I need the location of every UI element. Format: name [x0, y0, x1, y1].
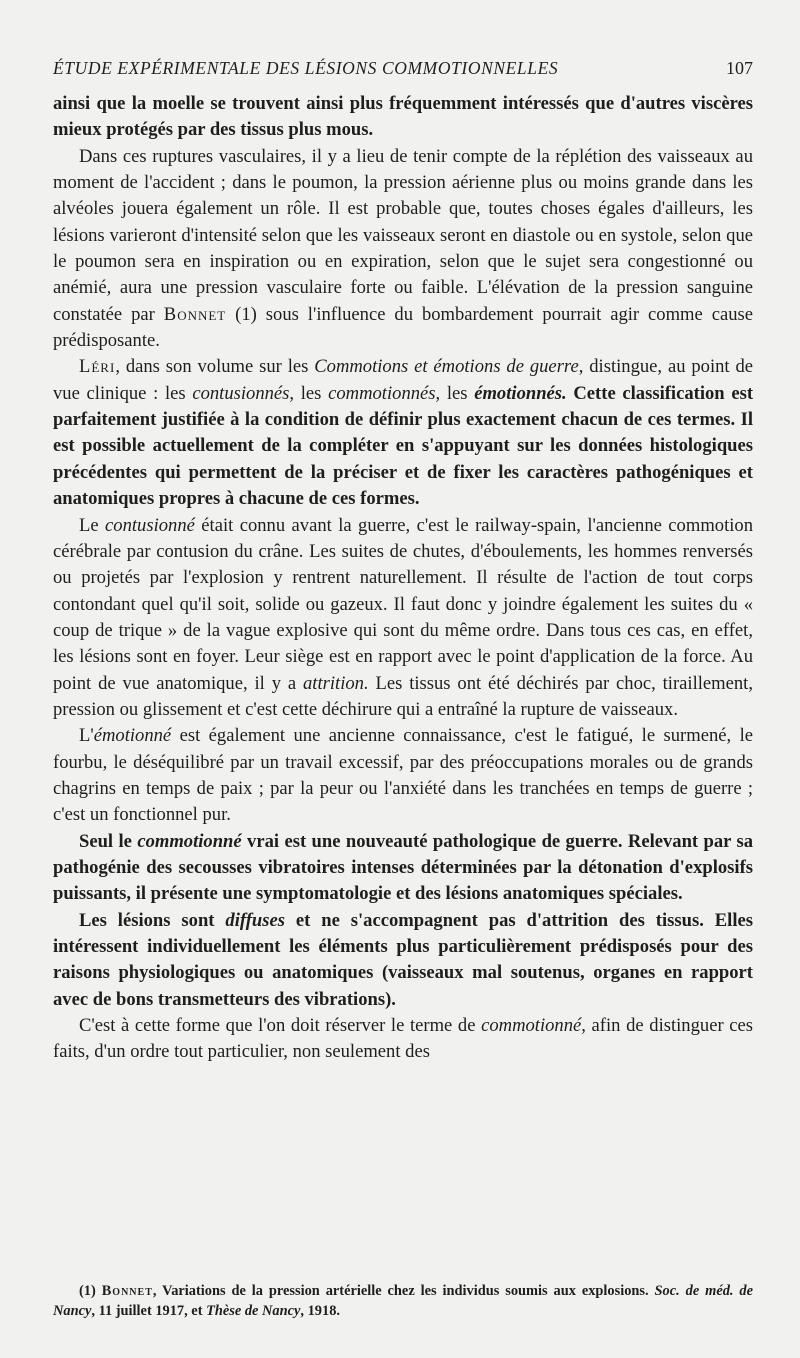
body-text [53, 91, 753, 1066]
footnote-1: (1) Bonnet, Variations de la pression artérielle chez les individus soumis aux explosions. Soc. de méd. de Nancy, 11 juillet 1917, et Thèse de Nancy, 1918. [53, 1283, 753, 1319]
paragraph-3: Léri, dans son volume sur les Commotions et émotions de guerre, distingue, au point de vue clinique : les contusionnés, les commotionnés, les émotionnés. Cette classification est parfaitement justifiée à la condition de définir plus exactement chacun de ces termes. Il est possible actuellement de la compléter en s'appuyant sur les données histologiques précédentes qui permettent de la préciser et de fixer les caractères pathogéniques et anatomiques propres à chacune de ces formes. [53, 356, 754, 510]
page-number: 107 [726, 58, 753, 78]
book-page [53, 58, 753, 1066]
running-title: ÉTUDE EXPÉRIMENTALE DES LÉSIONS COMMOTIONNELLES [53, 58, 559, 78]
paragraph-6: Seul le commotionné vrai est une nouveauté pathologique de guerre. Relevant par sa pathogénie des secousses vibratoires intenses déterminées par la détonation d'explosifs puissants, il présente une symptomatologie et des lésions anatomiques spéciales. [53, 830, 753, 905]
paragraph-7: Les lésions sont diffuses et ne s'accompagnent pas d'attrition des tissus. Elles intéressent individuellement les éléments plus particulièrement prédisposés pour des raisons physiologiques ou anatomiques (vaisseaux mal soutenus, organes en rapport avec de bons transmetteurs des vibrations). [53, 909, 753, 1010]
paragraph-5: L'émotionné est également une ancienne connaissance, c'est le fatigué, le surmené, le fourbu, le déséquilibré par un travail excessif, par des préoccupations morales ou de grands chagrins en temps de paix ; par la peur ou l'anxiété dans les tranchées en temps de guerre ; c'est un fonctionnel pur. [53, 725, 753, 826]
author-reference: Léri [79, 356, 116, 378]
footnotes [53, 1281, 753, 1321]
paragraph-1: ainsi que la moelle se trouvent ainsi plus fréquemment intéressés que d'autres viscères mieux protégés par des tissus plus mous. [53, 93, 753, 141]
running-header [53, 58, 753, 79]
paragraph-8: C'est à cette forme que l'on doit réserver le terme de commotionné, afin de distinguer ces faits, d'un ordre tout particulier, non seulement des [53, 1015, 754, 1063]
author-reference: Bonnet [163, 303, 227, 325]
book-title: Commotions et émotions de guerre [314, 356, 579, 378]
paragraph-4: Le contusionné était connu avant la guerre, c'est le railway-spain, l'ancienne commotion cérébrale par contusion du crâne. Les suites de chutes, d'éboulements, les hommes renversés ou projetés par l'explosion y rentrent naturellement. Il résulte de l'action de tout corps contondant quel qu'il soit, solide ou gazeux. Il faut donc y joindre également les suites du « coup de trique » de la vague explosive qui sont du même ordre. Dans tous ces cas, en effet, les lésions sont en foyer. Leur siège est en rapport avec le point d'application de la force. Au point de vue anatomique, il y a attrition. Les tissus ont été déchirés par choc, tiraillement, pression ou glissement et c'est cette déchirure qui a entraîné la rupture de vaisseaux. [53, 514, 754, 720]
paragraph-2: Dans ces ruptures vasculaires, il y a lieu de tenir compte de la réplétion des vaisseaux au moment de l'accident ; dans le poumon, la pression aérienne plus ou moins grande dans les alvéoles jouera également un rôle. Il est probable que, toutes choses égales d'ailleurs, les lésions varieront d'intensité selon que les vaisseaux seront en diastole ou en systole, selon que le poumon sera en inspiration ou en expiration, selon que le sujet sera congestionné ou anémié, aura une pression vasculaire forte ou faible. L'élévation de la pression sanguine constatée par Bonnet (1) sous l'influence du bombardement pourrait agir comme cause prédisposante. [53, 145, 753, 352]
